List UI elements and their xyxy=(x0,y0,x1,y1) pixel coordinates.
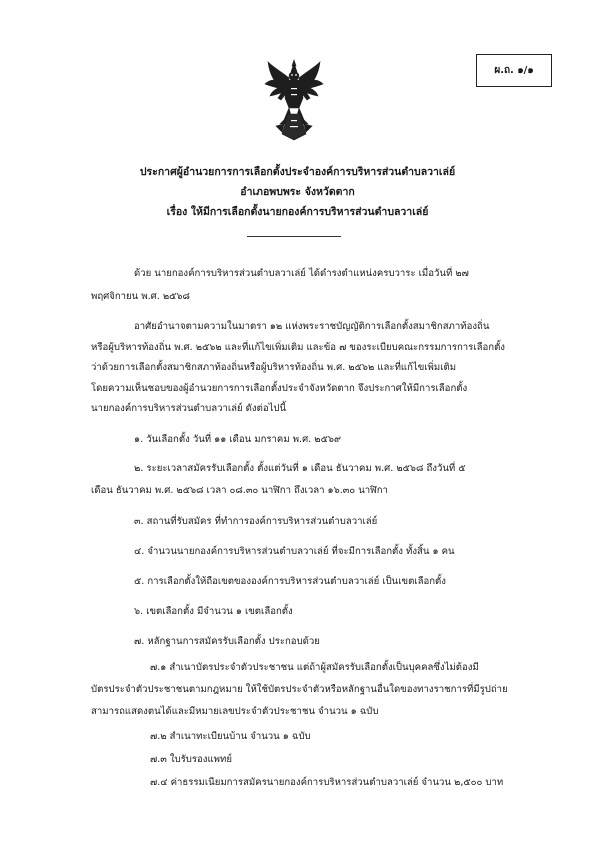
para2-line5: นายกองค์การบริหารส่วนตำบลวาเล่ย์ ดังต่อไปนี้ xyxy=(91,403,287,414)
para2-line1: อาศัยอำนาจตามความในมาตรา ๑๒ แห่งพระราชบัญญัติการเลือกตั้งสมาชิกสภาท้องถิ่น xyxy=(134,321,490,332)
announcement-subject: เรื่อง ให้มีการเลือกตั้งนายกองค์การบริหารส่วนตำบลวาเล่ย์ xyxy=(166,206,429,218)
para2-line3: ว่าด้วยการเลือกตั้งสมาชิกสภาท้องถิ่นหรือผู้บริหารท้องถิ่น พ.ศ. ๒๕๖๒ และที่แก้ไขเพิ่มเติม xyxy=(91,362,457,373)
para2-line2: หรือผู้บริหารท้องถิ่น พ.ศ. ๒๕๖๒ และที่แก้ไขเพิ่มเติม และข้อ ๗ ของระเบียบคณะกรรมการการเลือกตั้ง xyxy=(91,342,505,353)
item-constituency: ๕. การเลือกตั้งให้ถือเขตขององค์การบริหารส่วนตำบลวาเล่ย์ เป็นเขตเลือกตั้ง xyxy=(134,576,446,587)
item-7-3: ๗.๓ ใบรับรองแพทย์ xyxy=(150,754,232,765)
para2-line4: โดยความเห็นชอบของผู้อำนวยการการเลือกตั้งประจำจังหวัดตาก จึงประกาศให้มีการเลือกตั้ง xyxy=(91,383,468,394)
form-code: ผ.ถ. ๑/๑ xyxy=(494,65,534,76)
item-7-1-line2: บัตรประจำตัวประชาชนตามกฎหมาย ให้ใช้บัตรประจำตัวหรือหลักฐานอื่นใดของทางราชการที่มีรูปถ่าย xyxy=(91,684,508,695)
announcement-title: ประกาศผู้อำนวยการการเลือกตั้งประจำองค์การบริหารส่วนตำบลวาเล่ย์ xyxy=(139,166,456,178)
item-application-place: ๓. สถานที่รับสมัคร ที่ทำการองค์การบริหารส่วนตำบลวาเล่ย์ xyxy=(134,516,378,527)
item-election-date: ๑. วันเลือกตั้ง วันที่ ๑๑ เดือน มกราคม พ.ศ. ๒๕๖๙ xyxy=(134,434,341,445)
item-number-of-seats: ๔. จำนวนนายกองค์การบริหารส่วนตำบลวาเล่ย์ ที่จะมีการเลือกตั้ง ทั้งสิ้น ๑ คน xyxy=(134,546,455,557)
item-7-1-line3: สามารถแสดงตนได้และมีหมายเลขประจำตัวประชาชน จำนวน ๑ ฉบับ xyxy=(91,706,379,717)
item-7-4: ๗.๔ ค่าธรรมเนียมการสมัครนายกองค์การบริหารส่วนตำบลวาเล่ย์ จำนวน ๒,๕๐๐ บาท xyxy=(150,777,504,788)
garuda-emblem-icon xyxy=(262,58,326,142)
para1-line1: ด้วย นายกองค์การบริหารส่วนตำบลวาเล่ย์ ได้ดำรงตำแหน่งครบวาระ เมื่อวันที่ ๒๗ xyxy=(134,268,469,279)
item-required-documents: ๗. หลักฐานการสมัครรับเลือกตั้ง ประกอบด้วย xyxy=(134,636,320,647)
item-number-of-districts: ๖. เขตเลือกตั้ง มีจำนวน ๑ เขตเลือกตั้ง xyxy=(134,606,293,617)
form-code-box xyxy=(476,54,552,87)
item-7-1-line1: ๗.๑ สำเนาบัตรประจำตัวประชาชน แต่ถ้าผู้สมัครรับเลือกตั้งเป็นบุคคลซึ่งไม่ต้องมี xyxy=(150,662,479,673)
announcement-location: อำเภอพบพระ จังหวัดตาก xyxy=(240,186,355,198)
para1-line2: พฤศจิกายน พ.ศ. ๒๕๖๘ xyxy=(91,291,190,302)
item-7-2: ๗.๒ สำเนาทะเบียนบ้าน จำนวน ๑ ฉบับ xyxy=(150,731,311,742)
item-application-period-line1: ๒. ระยะเวลาสมัครรับเลือกตั้ง ตั้งแต่วันที่ ๑ เดือน ธันวาคม พ.ศ. ๒๕๖๘ ถึงวันที่ ๕ xyxy=(134,463,466,474)
title-divider xyxy=(247,236,341,237)
item-application-period-line2: เดือน ธันวาคม พ.ศ. ๒๕๖๘ เวลา ๐๘.๓๐ นาฬิกา ถึงเวลา ๑๖.๓๐ นาฬิกา xyxy=(91,485,388,496)
